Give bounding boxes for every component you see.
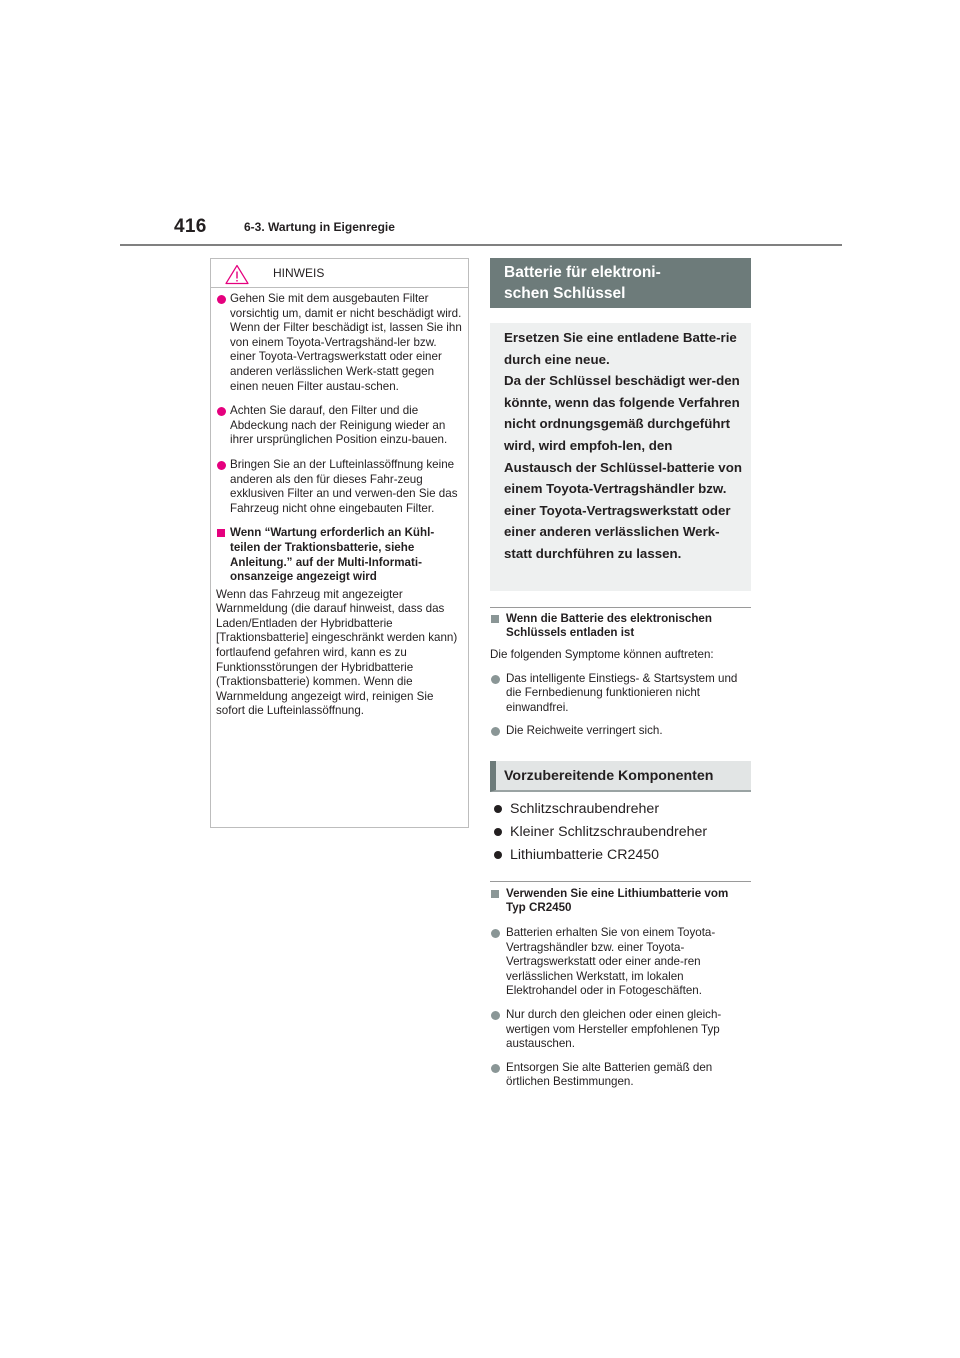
- section-rule: [490, 881, 751, 882]
- component-item: Kleiner Schlitzschraubendreher: [490, 821, 751, 844]
- subsection-heading: Verwenden Sie eine Lithiumbatterie vom Typ CR2450: [490, 887, 745, 914]
- notice-body: [216, 292, 463, 719]
- notice-paragraph: Wenn das Fahrzeug mit angezeigter Warnmeldung (die darauf hinweist, dass das Laden/Entladen der Hybridbatterie [Traktionsbatterie] eingeschränkt werden kann) fortlaufend gefahren wird, kann es zu Funktionsstörungen der Hybridbatterie (Traktionsbatterie) kommen. Wenn die Warnmeldung angezeigt wird, reinigen Sie sofort die Lufteinlassöffnung.: [216, 587, 458, 718]
- section2-body: [490, 926, 751, 1099]
- section2-bullet: Nur durch den gleichen oder einen gleich-wertigen vom Hersteller empfohlenen Typ austauschen.: [490, 1008, 751, 1052]
- section1-bullet: Das intelligente Einstiegs- & Startsystem und die Fernbedienung funktionieren nicht einwandfrei.: [490, 672, 751, 716]
- warning-triangle-icon: [225, 264, 249, 285]
- section2-bullet: Batterien erhalten Sie von einem Toyota-Vertragshändler bzw. einer Toyota-Vertragswerkstatt oder einer ande-ren verlässlichen Werkstatt, im lokalen Elektrohandel oder in Fotogeschäften.: [490, 926, 751, 999]
- notice-subheading: Wenn “Wartung erforderlich an Kühl-teilen der Traktionsbatterie, siehe Anleitung.” auf der Multi-Informati-onsanzeige angezeigt wird: [216, 526, 463, 584]
- section-title: 6-3. Wartung in Eigenregie: [244, 220, 395, 234]
- component-item: Schlitzschraubendreher: [490, 798, 751, 821]
- header-rule: [120, 244, 842, 246]
- section1-body: [490, 648, 751, 748]
- notice-box: [210, 258, 469, 828]
- notice-title: HINWEIS: [273, 266, 325, 280]
- components-list: [490, 798, 751, 867]
- page-number: 416: [174, 216, 207, 237]
- section1-bullet: Die Reichweite verringert sich.: [490, 724, 751, 739]
- notice-bullet: Gehen Sie mit dem ausgebauten Filter vorsichtig um, damit er nicht beschädigt wird. Wenn der Filter beschädigt ist, lassen Sie ihn von einem Toyota-Vertragshänd-ler bzw. einer Toyota-Vertragswerkstatt oder einer anderen verlässlichen Werk-statt gegen einen neuen Filter austau-schen.: [216, 292, 463, 394]
- component-item: Lithiumbatterie CR2450: [490, 844, 751, 867]
- notice-header: [211, 259, 468, 288]
- notice-bullet: Achten Sie darauf, den Filter und die Abdeckung nach der Reinigung wieder an ihrer ursprünglichen Position einzu-bauen.: [216, 404, 463, 448]
- section2-bullet: Entsorgen Sie alte Batterien gemäß den örtlichen Bestimmungen.: [490, 1061, 751, 1090]
- intro-box: Ersetzen Sie eine entladene Batte-rie durch eine neue. Da der Schlüssel beschädigt wer-den könnte, wenn das folgende Verfahren nicht ordnungsgemäß durchgeführt wird, wird empfoh-len, den Austausch der Schlüssel-batterie von einem Toyota-Vertragshändler bzw. einer Toyota-Vertragswerkstatt oder einer anderen verlässlichen Werk-statt durchführen zu lassen.: [490, 323, 751, 591]
- notice-bullet: Bringen Sie an der Lufteinlassöffnung keine anderen als den für dieses Fahr-zeug exklusiven Filter an und verwen-den Sie das Fahrzeug nicht ohne eingebauten Filter.: [216, 458, 463, 516]
- section1-lead: Die folgenden Symptome können auftreten:: [490, 648, 714, 661]
- subsection-heading: Wenn die Batterie des elektronischen Schlüssels entladen ist: [490, 612, 745, 639]
- section-rule: [490, 607, 751, 608]
- topic-banner: Batterie für elektroni- schen Schlüssel: [490, 258, 751, 308]
- components-banner: Vorzubereitende Komponenten: [490, 761, 751, 792]
